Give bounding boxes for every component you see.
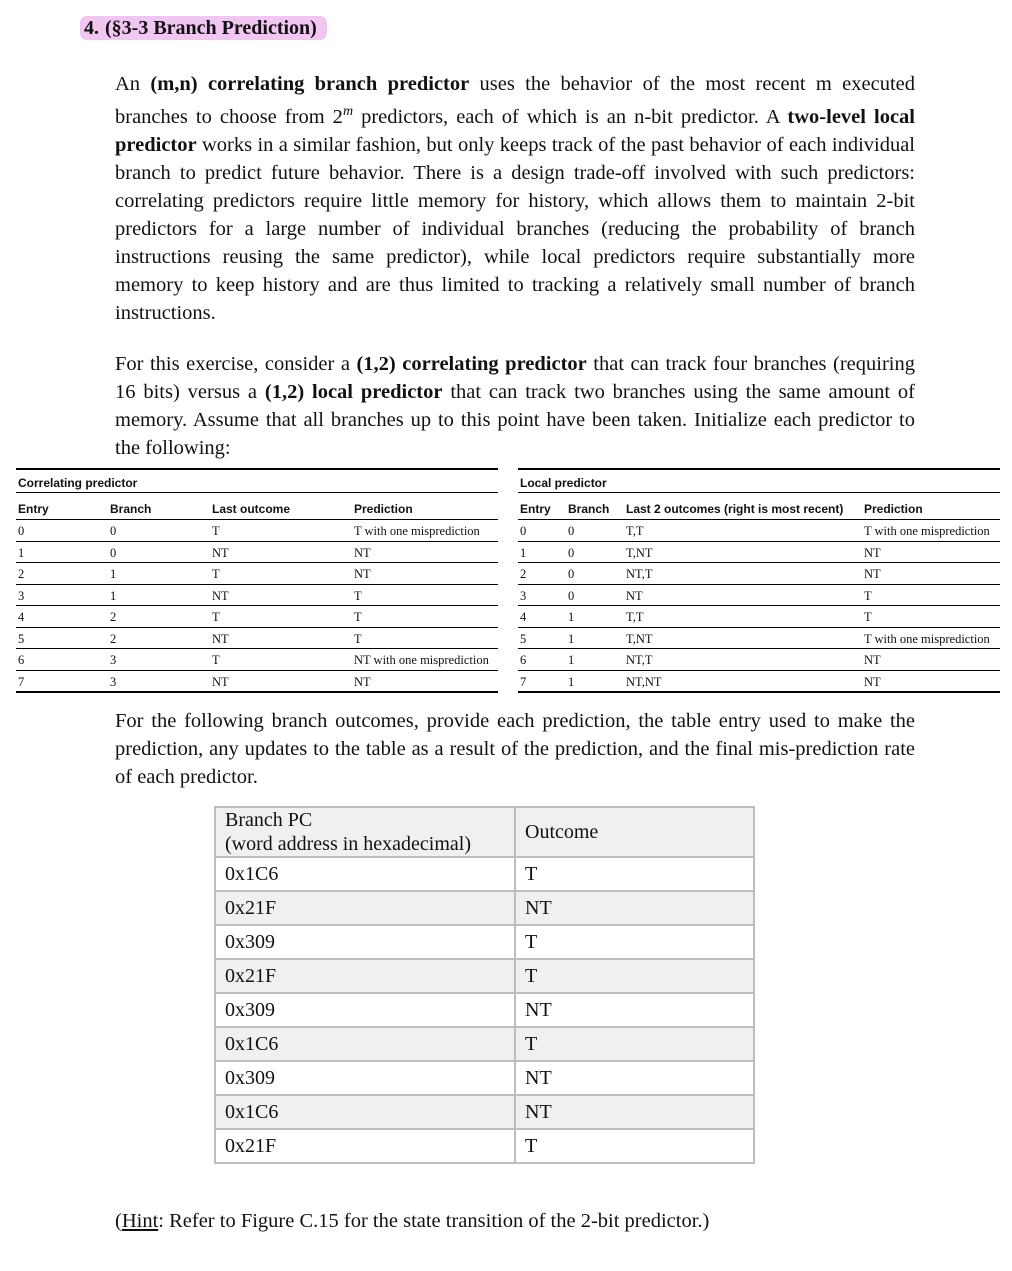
- table-cell: T,T: [626, 610, 644, 624]
- table-cell: NT: [626, 588, 643, 603]
- correlating-predictor-table: [16, 468, 498, 693]
- table-row: [215, 993, 754, 1027]
- table-cell: T,NT: [626, 545, 653, 560]
- local-col-header: Entry: [520, 502, 551, 516]
- table-cell: 0: [110, 545, 117, 560]
- table-cell: 1: [110, 588, 117, 603]
- table-cell: T: [212, 567, 220, 581]
- table-cell: 1: [520, 545, 527, 560]
- table-row: [16, 520, 498, 542]
- branch-pc-cell: 0x21F: [215, 1129, 515, 1163]
- table-cell: NT: [864, 545, 881, 560]
- table-cell: 1: [568, 674, 575, 689]
- table-row: [518, 606, 1000, 628]
- table-cell: NT: [212, 588, 229, 603]
- table-cell: 4: [520, 610, 527, 624]
- table-cell: T: [354, 631, 362, 646]
- outcome-cell: NT: [515, 1061, 754, 1095]
- table-row: [16, 542, 498, 564]
- table-cell: 1: [568, 653, 575, 667]
- local-table-title: Local predictor: [518, 470, 1000, 493]
- correlating-header-row: [16, 493, 498, 520]
- branch-pc-cell: 0x1C6: [215, 1027, 515, 1061]
- table-row: [518, 649, 1000, 671]
- table-cell: 5: [520, 631, 527, 646]
- table-row: [518, 563, 1000, 585]
- table-row: [518, 585, 1000, 607]
- instructions-paragraph: For the following branch outcomes, provide each prediction, the table entry used to make the prediction, any updates to the table as a result of the prediction, and the final mis-prediction rate of each predictor.: [115, 710, 915, 788]
- table-cell: 1: [18, 545, 25, 560]
- table-cell: NT: [354, 567, 371, 581]
- local-col-header: Branch: [568, 502, 610, 516]
- intro-paragraph: An (m,n) correlating branch predictor uses the behavior of the most recent m executed branches to choose from 2$^m$ predictors, each of which is an n-bit predictor. A two-level local predictor works in a similar fashion, but only keeps track of the past behavior of each individual branch to predict future behavior. There is a design trade-off involved with such predictors: correlating predictors require little memory for history, which allows them to maintain 2-bit predictors for a large number of individual branches (reducing the probability of branch instructions reusing the same predictor), while local predictors require substantially more memory to keep history and are thus limited to tracking a relatively small number of branch instructions.: [115, 73, 915, 324]
- table-cell: 3: [110, 653, 117, 667]
- table-row: [215, 1129, 754, 1163]
- table-row: [215, 857, 754, 891]
- table-cell: T with one misprediction: [864, 631, 990, 646]
- hint-label: Hint: [121, 1210, 159, 1232]
- outcome-cell: T: [515, 925, 754, 959]
- table-cell: NT: [354, 674, 371, 689]
- table-row: [16, 671, 498, 692]
- table-cell: 6: [18, 653, 25, 667]
- table-row: [215, 959, 754, 993]
- table-cell: 1: [110, 567, 117, 581]
- table-cell: NT,T: [626, 653, 653, 667]
- table-cell: 2: [18, 567, 25, 581]
- table-row: [518, 542, 1000, 564]
- table-row: [16, 563, 498, 585]
- branch-pc-cell: 0x309: [215, 993, 515, 1027]
- table-cell: 0: [568, 588, 575, 603]
- table-row: [215, 1061, 754, 1095]
- table-row: [16, 606, 498, 628]
- table-cell: T: [864, 610, 872, 624]
- table-cell: T: [354, 588, 362, 603]
- table-row: [518, 671, 1000, 692]
- table-cell: T: [864, 588, 872, 603]
- branch-outcome-table: [214, 806, 755, 1164]
- table-cell: T: [212, 610, 220, 624]
- table-cell: T with one misprediction: [354, 524, 480, 538]
- outcome-header: Outcome: [515, 807, 754, 857]
- table-cell: 0: [568, 567, 575, 581]
- table-cell: 1: [568, 610, 575, 624]
- table-cell: NT: [864, 674, 881, 689]
- local-predictor-table: [518, 468, 1000, 693]
- correlating-table-title: Correlating predictor: [16, 470, 498, 493]
- table-cell: 2: [110, 631, 117, 646]
- table-cell: T: [212, 653, 220, 667]
- table-cell: 5: [18, 631, 25, 646]
- outcome-cell: T: [515, 857, 754, 891]
- table-cell: T: [354, 610, 362, 624]
- table-cell: 2: [110, 610, 117, 624]
- table-cell: 1: [568, 631, 575, 646]
- table-cell: NT: [212, 545, 229, 560]
- table-cell: NT: [212, 631, 229, 646]
- table-cell: 3: [18, 588, 25, 603]
- table-row: [16, 585, 498, 607]
- question-heading: [80, 16, 327, 40]
- local-header-row: [518, 493, 1000, 520]
- correlating-col-header: Entry: [18, 502, 49, 516]
- branch-pc-header: Branch PC (word address in hexadecimal): [215, 807, 515, 857]
- correlating-col-header: Prediction: [354, 502, 413, 516]
- table-cell: 0: [568, 545, 575, 560]
- branch-pc-cell: 0x309: [215, 925, 515, 959]
- table-cell: T,NT: [626, 631, 653, 646]
- table-row: [518, 628, 1000, 650]
- table-cell: 3: [520, 588, 527, 603]
- table-cell: 6: [520, 653, 527, 667]
- table-row: [16, 628, 498, 650]
- table-cell: NT: [212, 674, 229, 689]
- table-cell: 0: [18, 524, 25, 538]
- exercise-paragraph: For this exercise, consider a (1,2) correlating predictor that can track four branches (requiring 16 bits) versus a (1,2) local predictor that can track two branches using the same amount of memory. Assume that all branches up to this point have been taken. Initialize each predictor to the following:: [115, 353, 915, 459]
- table-cell: 0: [110, 524, 117, 538]
- table-cell: 4: [18, 610, 25, 624]
- question-title: (§3-3 Branch Prediction): [105, 17, 317, 39]
- table-cell: T,T: [626, 524, 644, 538]
- table-cell: NT: [864, 567, 881, 581]
- table-cell: 2: [520, 567, 527, 581]
- table-cell: 3: [110, 674, 117, 689]
- table-cell: NT: [354, 545, 371, 560]
- local-col-header: Last 2 outcomes (right is most recent): [626, 502, 844, 516]
- local-col-header: Prediction: [864, 502, 923, 516]
- table-cell: NT with one misprediction: [354, 653, 489, 667]
- table-cell: NT,NT: [626, 674, 662, 689]
- table-row: [215, 925, 754, 959]
- outcome-cell: NT: [515, 1095, 754, 1129]
- branch-pc-cell: 0x309: [215, 1061, 515, 1095]
- branch-pc-cell: 0x1C6: [215, 1095, 515, 1129]
- table-row: [518, 520, 1000, 542]
- table-cell: NT,T: [626, 567, 653, 581]
- correlating-col-header: Branch: [110, 502, 152, 516]
- table-cell: 7: [18, 674, 25, 689]
- table-cell: NT: [864, 653, 881, 667]
- table-cell: T with one misprediction: [864, 524, 990, 538]
- hint-text: (Hint: Refer to Figure C.15 for the state transition of the 2-bit predictor.): [115, 1210, 710, 1232]
- outcome-cell: NT: [515, 993, 754, 1027]
- table-header-row: [215, 807, 754, 857]
- table-row: [16, 649, 498, 671]
- question-number: 4.: [84, 17, 99, 39]
- branch-pc-cell: 0x21F: [215, 959, 515, 993]
- table-row: [215, 891, 754, 925]
- outcome-cell: T: [515, 959, 754, 993]
- table-row: [215, 1027, 754, 1061]
- table-cell: T: [212, 524, 220, 538]
- table-cell: 0: [520, 524, 527, 538]
- outcome-cell: T: [515, 1027, 754, 1061]
- table-cell: 7: [520, 674, 527, 689]
- branch-pc-cell: 0x21F: [215, 891, 515, 925]
- outcome-cell: NT: [515, 891, 754, 925]
- table-cell: 0: [568, 524, 575, 538]
- branch-pc-cell: 0x1C6: [215, 857, 515, 891]
- correlating-col-header: Last outcome: [212, 502, 291, 516]
- table-row: [215, 1095, 754, 1129]
- outcome-cell: T: [515, 1129, 754, 1163]
